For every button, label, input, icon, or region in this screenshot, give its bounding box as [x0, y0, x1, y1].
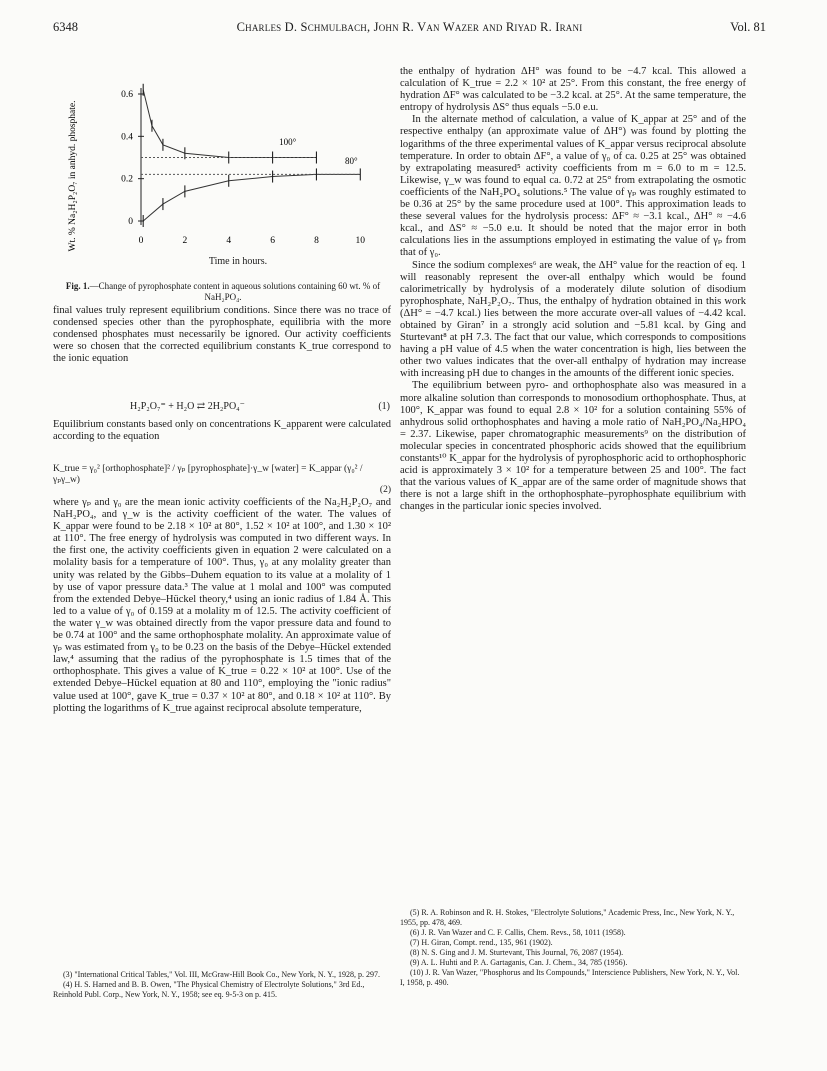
pyrophosphate-chart	[53, 66, 393, 281]
figure-caption	[53, 281, 393, 303]
x-axis-label: Time in hours.	[208, 256, 268, 267]
x-tick-label: 10	[355, 236, 366, 246]
x-tick-label: 6	[270, 236, 275, 246]
chart-axes	[121, 88, 365, 246]
equation-2-number: (2)	[379, 485, 391, 495]
left-paragraph-1	[53, 305, 391, 365]
paragraph: the enthalpy of hydration ΔH° was found to be −4.7 kcal. This allowed a calculation of K_true = 2.2 × 10² at 25°. From this constant, the free energy of hydration ΔF° was calculated to be −3.2 kcal. at 25°. At the same temperature, the entropy of hydrolysis ΔS° thus equals −5.0 e.u.	[400, 66, 746, 114]
series-label: 100°	[279, 136, 297, 147]
paragraph: Since the sodium complexes⁶ are weak, the ΔH° value for the reaction of eq. 1 will reasonably represent the over-all enthalpy which would be found calorimetrically by hydrolysis of a moderately dilute solution of disodium pyrophosphate, NaH₂P₂O₇. Thus, the enthalpy of hydration obtained in this work (ΔH° = −4.7 kcal.) lies between the more accurate over-all values of −4.42 kcal. obtained by Giran⁷ in a strongly acid solution and −5.81 kcal. by Ging and Sturtevant⁸ at pH 7.3. The fact that our value, which corresponds to compositions having a pH value of 4.5 when the water concentration is high, lies between the other two values indicates that the over-all enthalpy of hydration may increase with increasing pH due to changes in the amounts of the different ionic species.	[400, 259, 746, 380]
y-axis-label: Wt. % Na₂H₂P₂O₇ in anhyd. phosphate.	[68, 100, 78, 252]
caption-text: —Change of pyrophosphate content in aqueous solutions containing 60 wt. % of NaH₂PO₄.	[89, 281, 381, 302]
figure-1	[53, 66, 393, 296]
footnote: (10) J. R. Van Wazer, "Phosphorus and Its Compounds," Interscience Publishers, New York, N. Y., Vol. I, 1958, p. 490.	[400, 968, 740, 987]
x-tick-label: 8	[314, 236, 319, 246]
footnote: (9) A. L. Huhti and P. A. Gartaganis, Can. J. Chem., 34, 785 (1956).	[410, 958, 628, 967]
y-tick-label: 0.2	[121, 174, 133, 185]
footnote: (8) N. S. Ging and J. M. Sturtevant, This Journal, 76, 2087 (1954).	[410, 948, 624, 957]
paragraph: Equilibrium constants based only on concentrations K_apparent were calculated according to the equation	[53, 419, 391, 443]
equation-2	[53, 463, 391, 495]
page-number: 6348	[53, 20, 78, 34]
equation-1	[130, 401, 390, 412]
series-label: 80°	[344, 155, 358, 166]
y-tick-label: 0.6	[121, 90, 133, 100]
series-line	[143, 90, 316, 158]
equation-1-number: (1)	[378, 401, 390, 412]
x-tick-label: 0	[138, 236, 144, 246]
paragraph: In the alternate method of calculation, a value of K_appar at 25° and of the respective enthalpy (an approximate value of ΔH°) was found by plotting the logarithms of the three experimental values of K_appar versus reciprocal absolute temperature. In order to obtain ΔF°, a value of γ₀ of ca. 0.25 at 25° was obtained by extrapolating measured⁵ activity coefficients from m = 6.0 to m = 12.5. Likewise, γ_w was found to equal ca. 0.72 at 25° from extrapolating the osmotic coefficients of the NaH₂PO₄ solutions.⁵ The value of γₚ was roughly estimated to be 0.36 at 25° by the same procedure used at 100°. This approximation leads to these several values for the hydrolysis process: ΔF° ≈ −3.1 kcal., ΔH° ≈ −4.6 kcal., and ΔS° ≈ −5.0 e.u. It should be noted that the major error in both calculations lies in the assumptions employed in estimating the value of γₚ from that of γ₀.	[400, 114, 746, 259]
left-paragraph-3	[53, 497, 391, 715]
page-header	[53, 20, 766, 36]
footnote: (6) J. R. Van Wazer and C. F. Callis, Chem. Revs., 58, 1011 (1958).	[410, 928, 626, 937]
footnote: (4) H. S. Harned and B. B. Owen, "The Physical Chemistry of Electrolyte Solutions," 3rd Ed., Reinhold Publ. Corp., New York, N. Y., 1958; see eq. 9-5-3 on p. 415.	[53, 980, 365, 999]
x-tick-label: 2	[182, 236, 188, 246]
y-tick-label: 0.4	[121, 132, 133, 143]
running-authors: Charles D. Schmulbach, John R. Van Wazer and Riyad R. Irani	[236, 20, 583, 34]
footnote: (5) R. A. Robinson and R. H. Stokes, "Electrolyte Solutions," Academic Press, Inc., New York, N. Y., 1955, pp. 478, 469.	[400, 908, 735, 927]
chart-marks	[141, 84, 360, 227]
paragraph: where γₚ and γ₀ are the mean ionic activity coefficients of the Na₂H₂P₂O₇ and NaH₂PO₄, and γ_w is the activity coefficient of the water. The values of K_appar were found to be 2.18 × 10² at 80°, 1.52 × 10² at 100°, and 1.30 × 10² at 110°. The free energy of hydrolysis was computed in two different ways. In the first one, the activity coefficients given in equation 2 were calculated on a molality basis for a temperature of 100°. Thus, γ₀ at any molality greater than unity was related by the Gibbs–Duhem equation to its value at a molality of 1 by use of vapor pressure data.³ The value at 1 molal and 100° was computed from the extended Debye–Hückel theory,⁴ using an ionic radius of 1.84 Å. This led to a value of γ₀ of 0.159 at a molality m of 12.5. The activity coefficient of the water γ_w was obtained directly from the vapor pressure data and found to be 0.74 at 100° and the same orthophosphate molality. An approximate value of γₚ was estimated from γ₀ to be 0.23 on the basis of the Debye–Hückel extended law,⁴ assuming that the radius of the pyrophosphate is 1.5 times that of the orthophosphate. This gives a value of K_true = 0.22 × 10² at 100°. Use of the extended Debye–Hückel equation at 80 and 110°, employing the "ionic radius" value used at 100°, gave K_true = 0.37 × 10² at 80°, and 0.18 × 10² at 110°. By plotting the logarithms of K_true against reciprocal absolute temperature,	[53, 497, 391, 714]
series-line	[143, 174, 360, 221]
left-footnotes	[53, 970, 391, 1000]
caption-prefix: Fig. 1.	[65, 281, 90, 291]
y-tick-label: 0	[128, 217, 133, 227]
paragraph: final values truly represent equilibrium conditions. Since there was no trace of condensed species other than the pyrophosphate, equilibria with the more condensed phosphates must necessarily be ignored. Our activity coefficients were so chosen that the corrected equilibrium constants K_true correspond to the ionic equation	[53, 305, 391, 365]
right-column	[400, 66, 746, 513]
paragraph: The equilibrium between pyro- and orthophosphate also was measured in a more alkaline solution than corresponds to monosodium orthophosphate. Thus, at 100°, K_appar was found to equal 2.8 × 10² for a solution containing 55% of anhydrous solid orthophosphates and having a mole ratio of NaH₂PO₄/Na₂HPO₄ = 2.37. Likewise, paper chromatographic measurements⁹ on the distribution of molecular species in concentrated phosphoric acids showed that the equilibrium constants¹⁰ K_appar for the hydrolysis of pyrophosphoric acid to orthophosphoric acid is approximately 3 × 10² for a temperature between 25 and 100°. The fact that the various values of K_appar are of the same order of magnitude shows that there is not a large shift in the orthophosphate–pyrophosphate equilibrium with changes in the particular ionic species involved.	[400, 380, 746, 513]
right-footnotes	[400, 908, 746, 988]
equation-1-text: H₂P₂O₇⁼ + H₂O ⇄ 2H₂PO₄⁻	[130, 401, 245, 412]
volume-label: Vol. 81	[730, 20, 766, 34]
left-paragraph-2	[53, 419, 391, 443]
equation-2-text: K_true = γ₀² [orthophosphate]² / γₚ [pyrophosphate]·γ_w [water] = K_appar (γ₀² / γₚγ_w)	[53, 464, 363, 485]
x-tick-label: 4	[226, 236, 232, 246]
footnote: (7) H. Giran, Compt. rend., 135, 961 (1902).	[410, 938, 553, 947]
footnote: (3) "International Critical Tables," Vol. III, McGraw-Hill Book Co., New York, N. Y., 1928, p. 297.	[63, 970, 381, 979]
